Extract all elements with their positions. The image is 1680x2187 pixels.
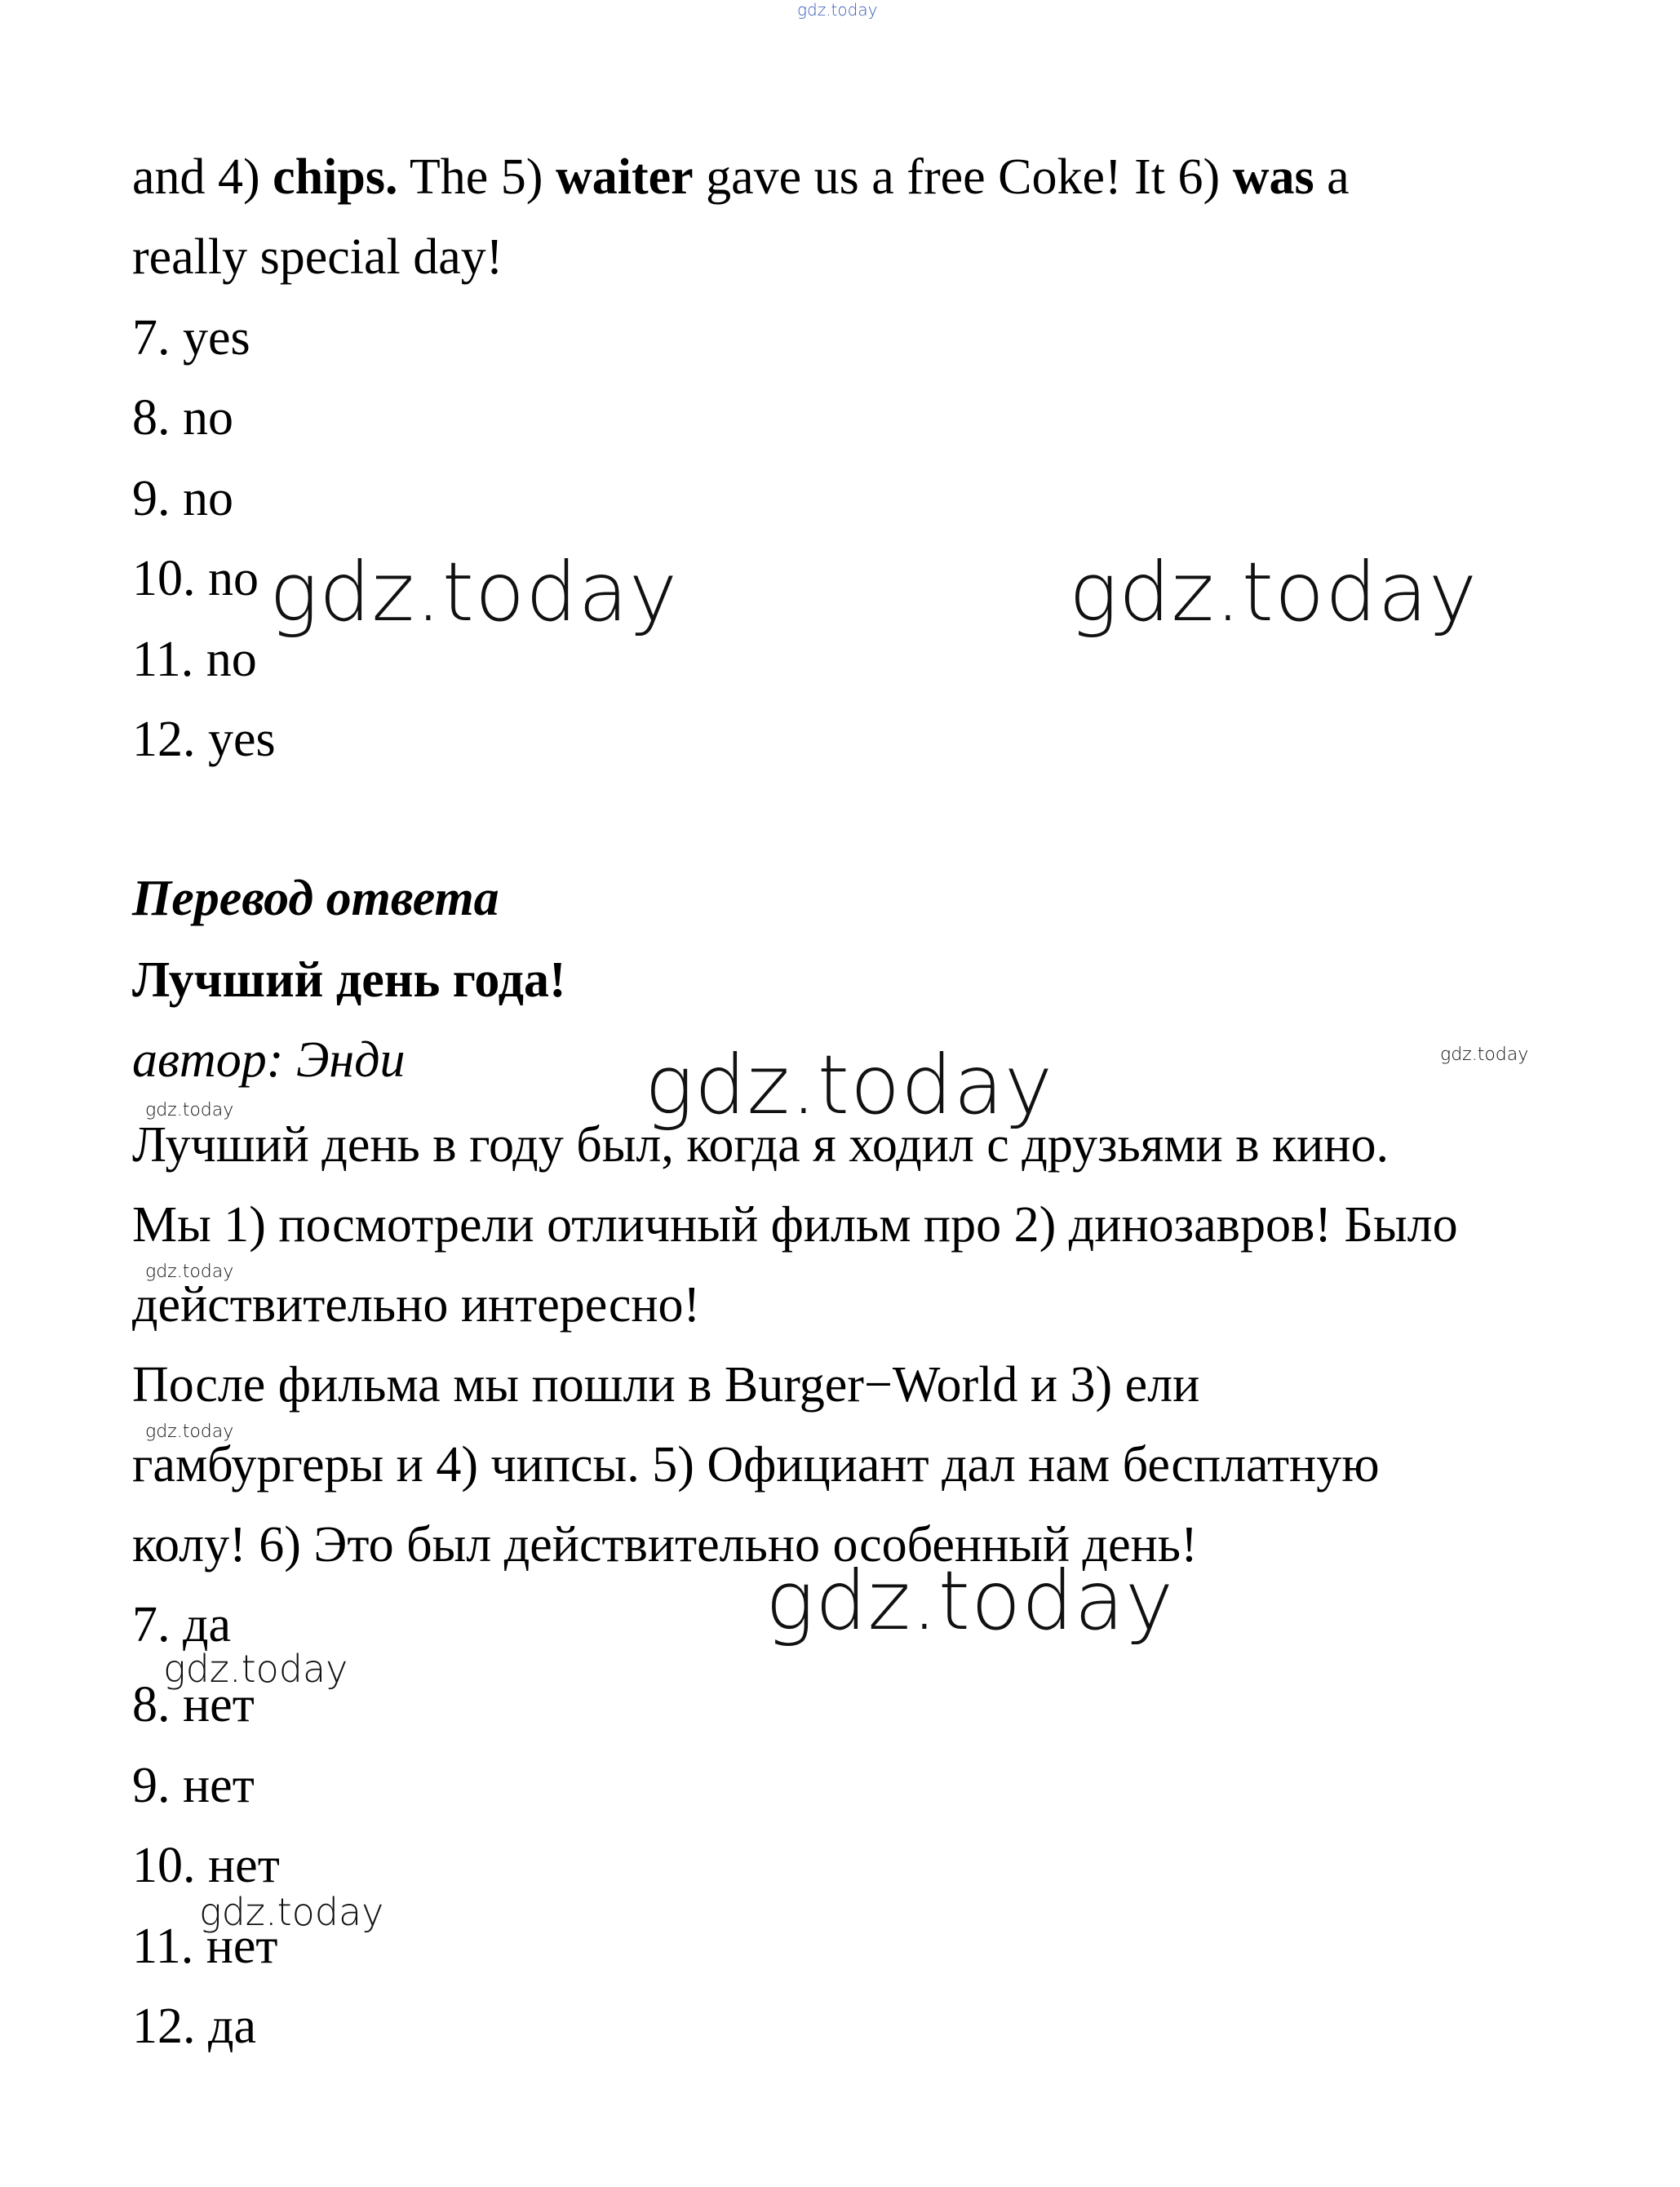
translation-answer-11: 11. нет (132, 1919, 278, 1974)
watermark-large: gdz.today (269, 544, 679, 640)
translation-author: автор: Энди (132, 1032, 406, 1088)
english-answer-11: 11. no (132, 632, 257, 687)
watermark-medium: gdz.today (163, 1647, 348, 1691)
watermark-small: gdz.today (1440, 1045, 1529, 1065)
translation-answer-8: 8. нет (132, 1677, 255, 1732)
answer-was: was (1232, 149, 1314, 205)
translation-answer-12: 12. да (132, 1998, 257, 2054)
watermark-small: gdz.today (145, 1262, 234, 1282)
translation-paragraph-line-2: Мы 1) посмотрели отличный фильм про 2) динозавров! Было (132, 1197, 1458, 1253)
translation-paragraph-line-3: действительно интересно! (132, 1277, 701, 1333)
watermark-top: gdz.today (797, 0, 878, 20)
watermark-large: gdz.today (765, 1553, 1175, 1648)
watermark-large: gdz.today (645, 1037, 1054, 1133)
answer-chips: chips. (273, 149, 398, 205)
english-answer-10: 10. no (132, 551, 259, 606)
translation-paragraph-line-4: После фильма мы пошли в Burger−World и 3) ели (132, 1357, 1200, 1413)
translation-answer-9: 9. нет (132, 1758, 255, 1813)
english-text-line-2: really special day! (132, 229, 503, 285)
translation-paragraph-line-5: гамбургеры и 4) чипсы. 5) Официант дал нам бесплатную (132, 1437, 1380, 1493)
translation-paragraph-line-6: колу! 6) Это был действительно особенный день! (132, 1517, 1198, 1573)
english-answer-9: 9. no (132, 471, 233, 526)
translation-paragraph-line-1: Лучший день в году был, когда я ходил с друзьями в кино. (132, 1117, 1389, 1173)
watermark-small: gdz.today (145, 1100, 234, 1120)
translation-heading: Перевод ответа (132, 871, 499, 926)
translation-answer-7: 7. да (132, 1597, 232, 1652)
english-answer-8: 8. no (132, 390, 233, 446)
english-answer-7: 7. yes (132, 310, 250, 366)
watermark-small: gdz.today (145, 1422, 234, 1442)
english-text-line-1: and 4) chips. The 5) waiter gave us a free Coke! It 6) was a (132, 149, 1350, 205)
answer-waiter: waiter (555, 149, 694, 205)
translation-title: Лучший день года! (132, 952, 566, 1008)
watermark-large: gdz.today (1069, 544, 1478, 640)
translation-answer-10: 10. нет (132, 1838, 280, 1893)
watermark-medium: gdz.today (199, 1890, 384, 1934)
english-answer-12: 12. yes (132, 712, 276, 767)
